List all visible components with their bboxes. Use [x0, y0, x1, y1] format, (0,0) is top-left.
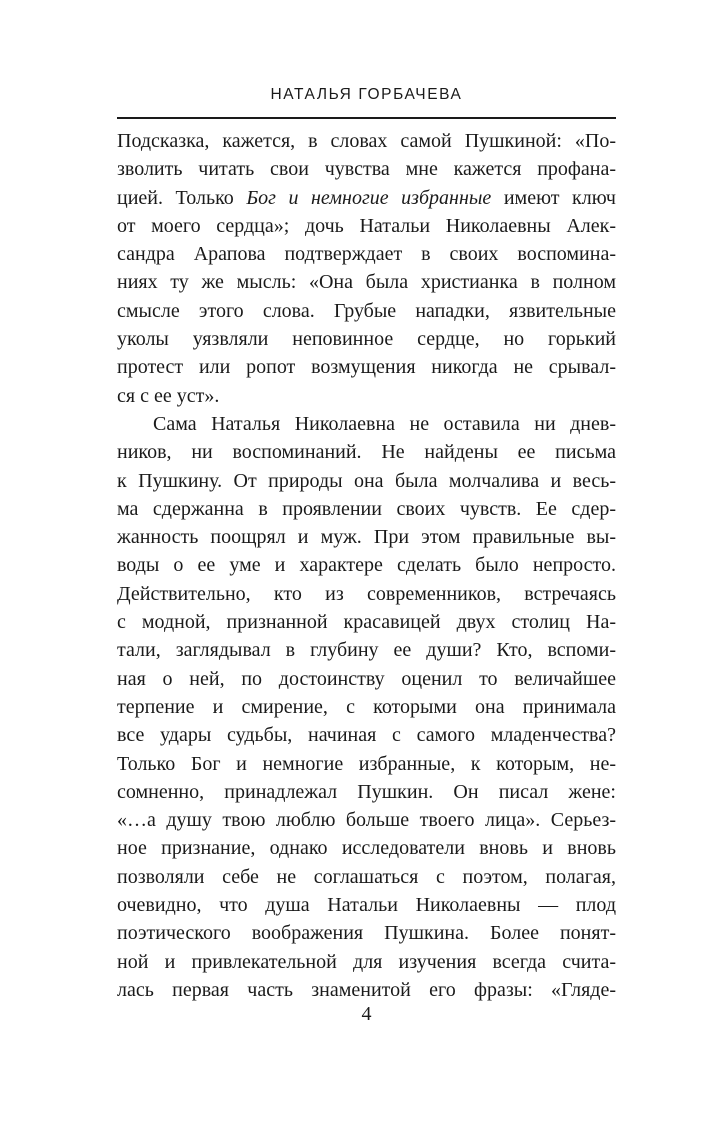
text-line	[117, 184, 616, 212]
text-run: цией. Только	[117, 186, 247, 209]
text-line: «…а душу твою люблю больше твоего лица». Серьез-	[117, 809, 616, 832]
paragraph-1	[117, 127, 616, 410]
text-line: от моего сердца»; дочь Натальи Николаевны Алек-	[117, 214, 616, 237]
text-line: к Пушкину. От природы она была молчалива и весь-	[117, 469, 616, 492]
running-header-title: НАТАЛЬЯ ГОРБАЧЕВА	[270, 86, 463, 103]
italic-quote: Бог и немногие избранные	[246, 186, 492, 209]
text-line: лась первая часть знаменитой его фразы: «Гляде-	[117, 978, 616, 1001]
text-line: ся с ее уст».	[117, 384, 220, 407]
text-line: ное признание, однако исследователи вновь и вновь	[117, 837, 616, 860]
text-line: зволить читать свои чувства мне кажется профана-	[117, 158, 616, 181]
text-line: Сама Наталья Николаевна не оставила ни днев-	[153, 412, 616, 435]
text-line: все удары судьбы, начиная с самого младенчества?	[117, 724, 616, 747]
page-number: 4	[361, 1003, 372, 1025]
text-line: ная о ней, по достоинству оценил то величайшее	[117, 667, 616, 690]
text-line: смысле этого слова. Грубые нападки, язвительные	[117, 299, 616, 322]
text-line: очевидно, что душа Натальи Николаевны — плод	[117, 894, 616, 917]
text-line: сомненно, принадлежал Пушкин. Он писал жене:	[117, 780, 616, 803]
text-line: терпение и смирение, с которыми она принимала	[117, 695, 616, 718]
text-line: сандра Арапова подтверждает в своих воспомина-	[117, 243, 616, 266]
paragraph-2	[117, 410, 616, 1004]
text-line: позволяли себе не соглашаться с поэтом, полагая,	[117, 865, 616, 888]
body-text	[117, 127, 616, 1004]
header-rule	[117, 117, 616, 119]
text-line: поэтического воображения Пушкина. Более понят-	[117, 922, 616, 945]
text-line: Действительно, кто из современников, встречаясь	[117, 582, 616, 605]
text-line: Только Бог и немногие избранные, к которым, не-	[117, 752, 616, 775]
text-line: Подсказка, кажется, в словах самой Пушкиной: «По-	[117, 130, 616, 152]
text-line: жанность поощрял и муж. При этом правильные вы-	[117, 526, 616, 549]
text-line: тали, заглядывал в глубину ее души? Кто, вспоми-	[117, 639, 616, 662]
text-line: ной и привлекательной для изучения всегда счита-	[117, 950, 616, 973]
text-run: имеют ключ	[491, 186, 616, 209]
text-line: ников, ни воспоминаний. Не найдены ее письма	[117, 441, 616, 464]
text-line: протест или ропот возмущения никогда не срывал-	[117, 356, 616, 379]
text-line: уколы уязвляли неповинное сердце, но горький	[117, 328, 616, 351]
text-line: с модной, признанной красавицей двух столиц На-	[117, 611, 616, 634]
text-line: ниях ту же мысль: «Она была христианка в полном	[117, 271, 616, 294]
text-line: ма сдержанна в проявлении своих чувств. Ее сдер-	[117, 497, 616, 520]
text-line: воды о ее уме и характере сделать было непросто.	[117, 554, 616, 577]
